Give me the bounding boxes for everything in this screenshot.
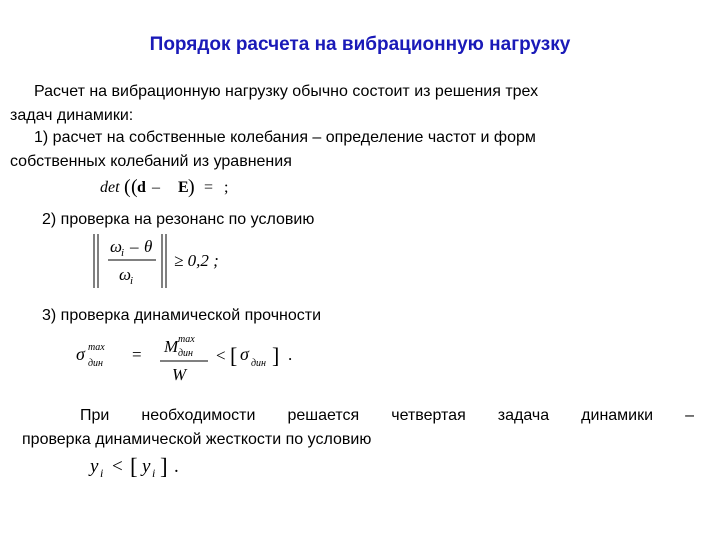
open-paren: ( [124,176,131,198]
intro-line-1: Расчет на вибрационную нагрузку обычно состоит из решения трех [34,83,539,100]
left-bracket: [ [130,454,138,479]
sigma-left-sub: дин [88,358,104,369]
y-left: y [90,456,99,477]
page-title: Порядок расчета на вибрационную нагрузку [149,34,571,55]
moment-m: M [164,337,179,356]
formula-strength [76,334,316,390]
step3-text: 3) проверка динамической прочности [42,307,322,324]
right-bracket: ] [160,454,168,479]
sigma-left: σ [76,344,85,364]
period: . [174,456,179,477]
equals-sign: = [132,345,142,364]
y-left-index: i [100,466,104,480]
det-text: det [100,179,120,196]
formula-stiffness [90,452,230,482]
formula-stiffness-svg [90,452,230,482]
omega-den-index: i [130,275,134,287]
equals-sign: = [204,179,214,196]
omega-den: ω [119,265,132,284]
theta: θ [144,237,153,256]
step4-paragraph [22,404,694,452]
sigma-left-sup: max [88,342,105,353]
omega-num: ω [110,237,123,256]
matrix-d: d [137,179,146,196]
formula-resonance [90,232,250,292]
semicolon: ; [224,179,229,196]
step4-line-2: проверка динамической жесткости по условию [22,431,372,448]
step1-paragraph [10,126,694,174]
less-than: < [112,456,123,477]
sigma-right-sub: дин [251,358,267,369]
intro-paragraph [10,80,694,128]
formula-resonance-svg [90,232,250,292]
less-than: < [216,346,226,365]
sigma-right: σ [240,344,249,364]
step1-line-1: 1) расчет на собственные колебания – определение частот и форм [34,129,536,146]
step4-line-1: При необходимости решается четвертая задача динамики – [80,407,694,424]
y-right-index: i [152,466,156,480]
step2-text: 2) проверка на резонанс по условию [42,211,315,228]
intro-line-2: задач динамики: [10,107,134,124]
moment-sub: дин [178,348,194,359]
modulus-w: W [172,365,187,384]
period: . [288,345,293,364]
formula-eigen-equation [100,174,300,200]
left-bracket: [ [230,343,238,368]
close-paren: ) [188,176,195,198]
formula-strength-svg [76,334,316,390]
omega-num-index: i [121,247,125,259]
y-right: y [142,456,151,477]
condition-value: ≥ 0,2 ; [174,251,219,270]
open-paren-2: ( [131,176,138,198]
matrix-e: E [178,179,189,196]
moment-sup: max [178,334,195,345]
right-bracket: ] [272,343,280,368]
step1-line-2: собственных колебаний из уравнения [10,153,292,170]
minus-sign: – [152,179,160,196]
formula-eigen-svg [100,174,300,200]
minus-sign: – [130,237,139,256]
